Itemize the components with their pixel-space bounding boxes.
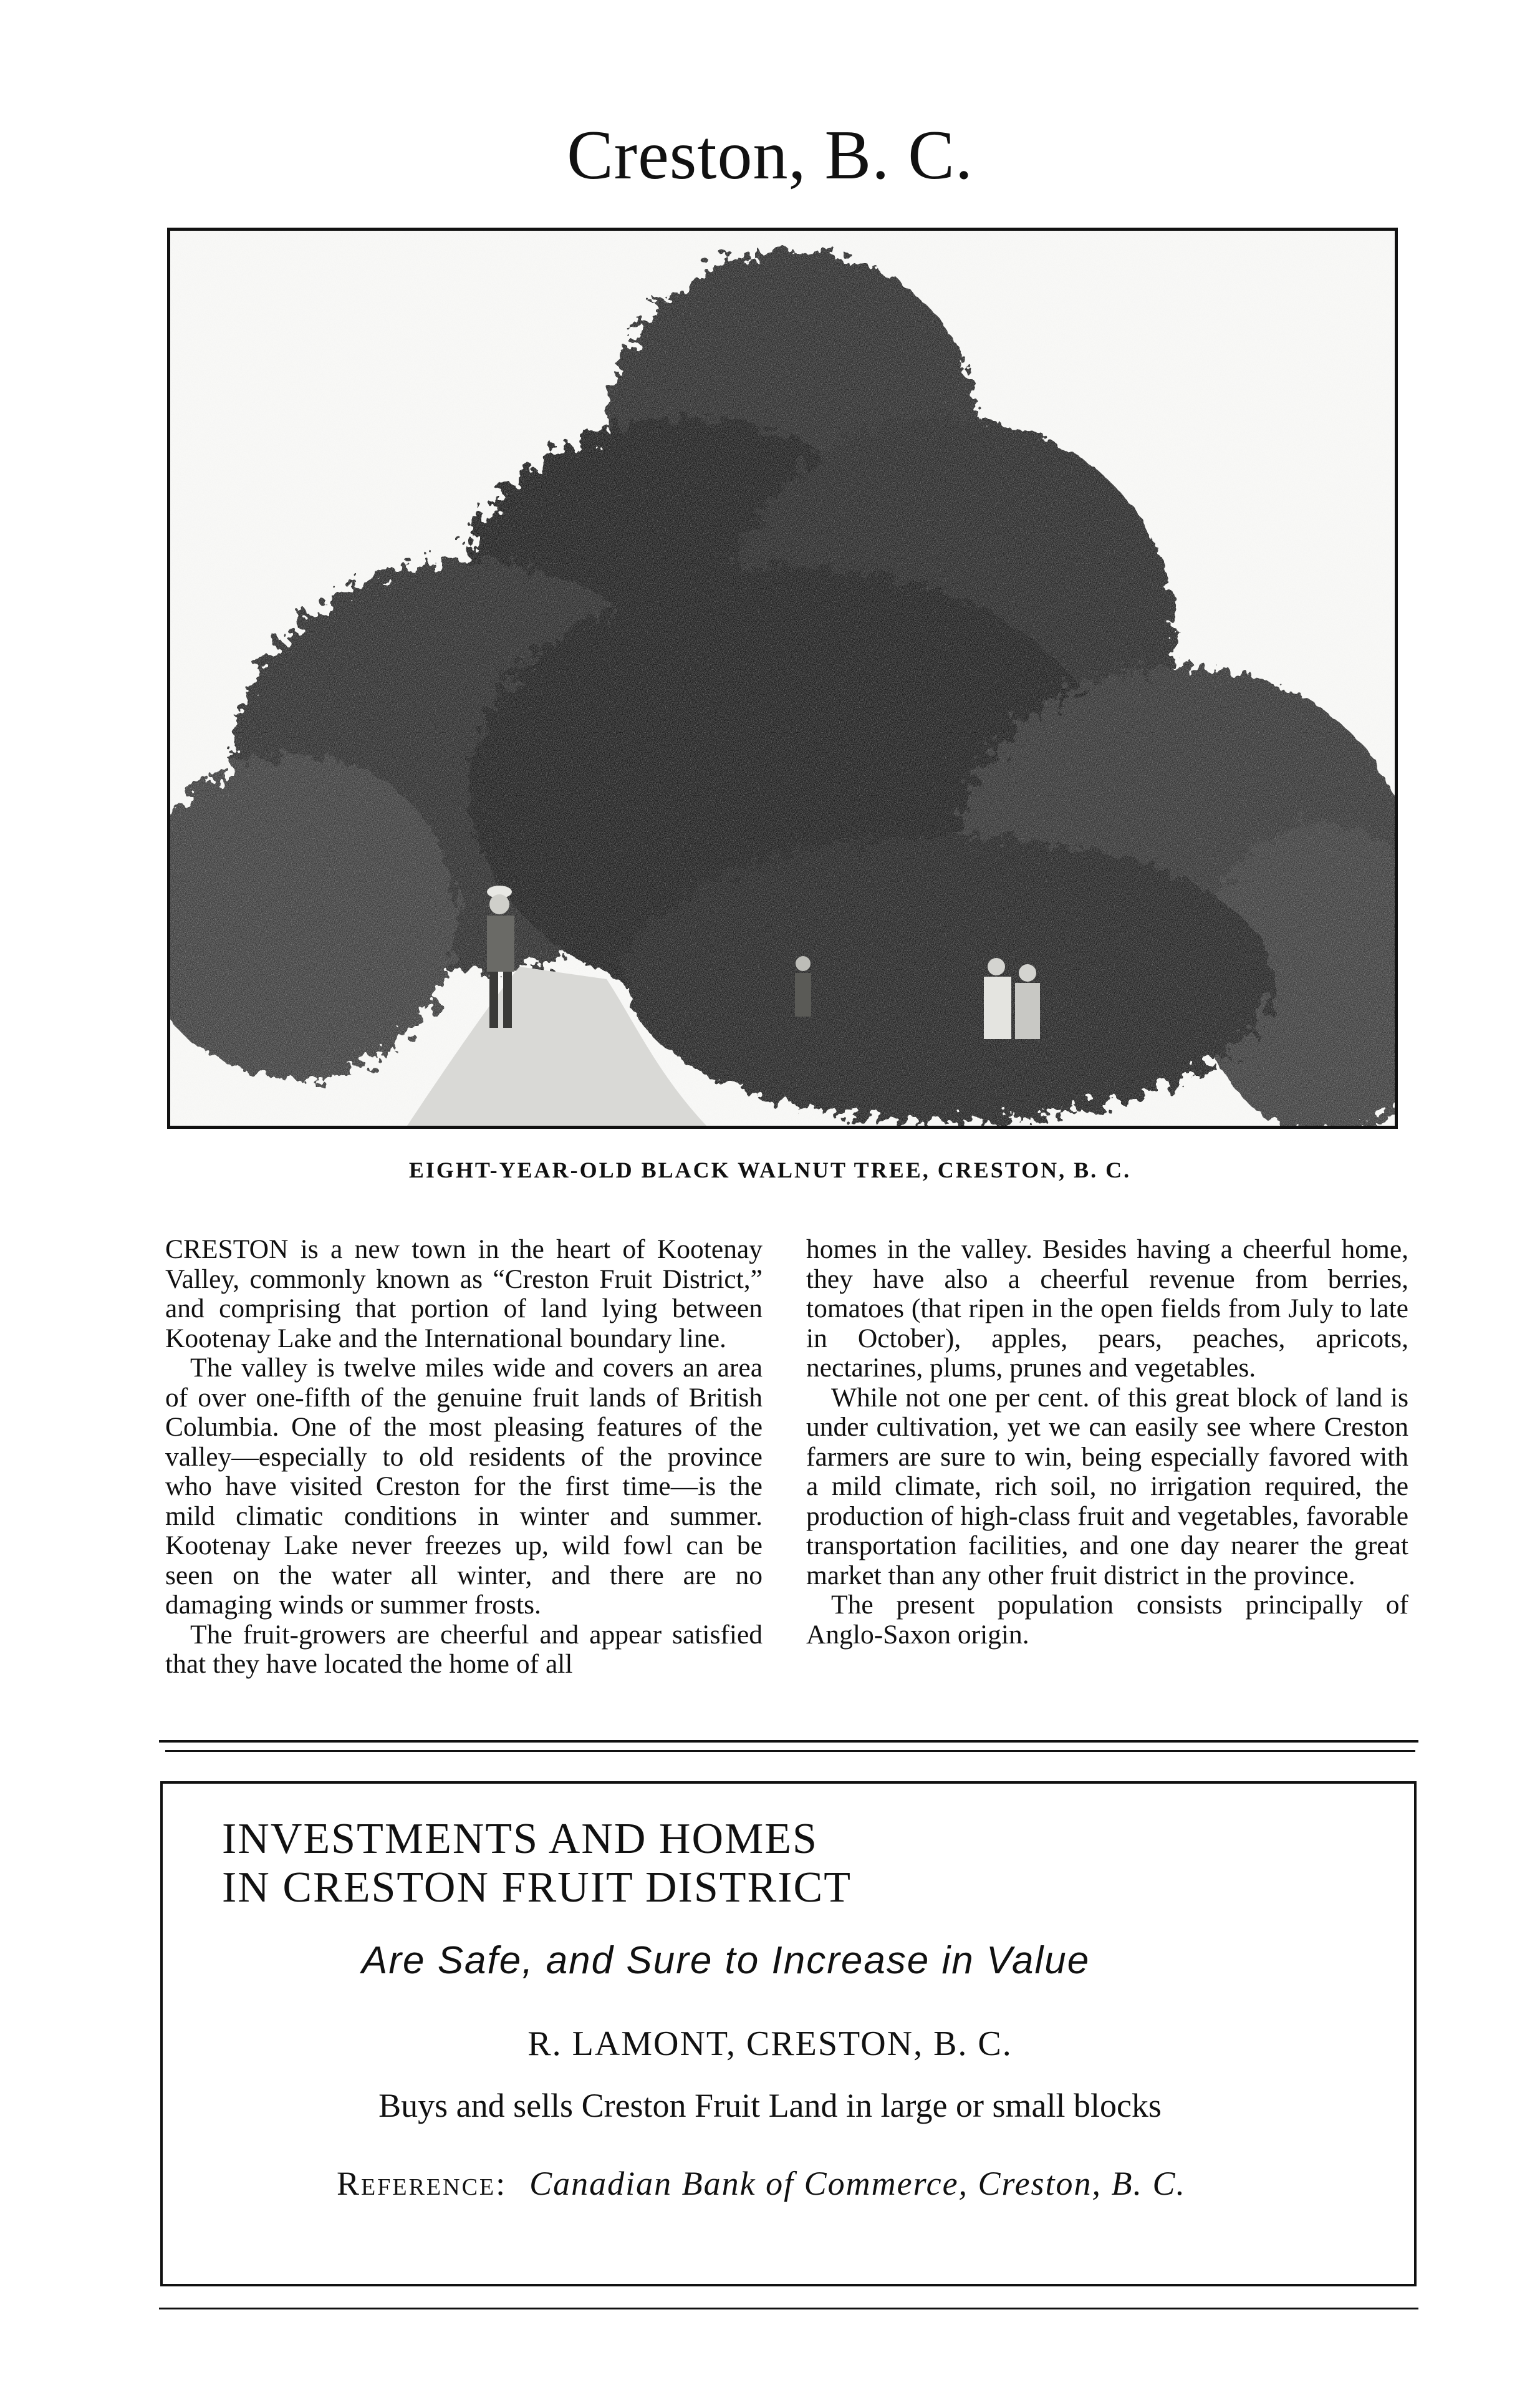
ad-headline-line: IN CRESTON FRUIT DISTRICT: [222, 1864, 852, 1912]
ad-tagline: Are Safe, and Sure to Increase in Value: [362, 1939, 1090, 1982]
reference-value: Canadian Bank of Commerce, Creston, B. C.: [529, 2165, 1186, 2202]
tree-illustration: [170, 231, 1395, 1126]
reference-label: Reference:: [337, 2165, 508, 2202]
ad-description: Buys and sells Creston Fruit Land in large or small blocks: [378, 2087, 1162, 2124]
ad-headline-line: INVESTMENTS AND HOMES: [222, 1815, 818, 1863]
page-title: Creston, B. C.: [567, 117, 973, 194]
figure-child: [795, 956, 811, 1017]
ad-reference: [337, 2164, 1186, 2203]
ad-agent-name: R. LAMONT, CRESTON, B. C.: [527, 2024, 1013, 2063]
photo-caption: EIGHT-YEAR-OLD BLACK WALNUT TREE, CRESTON, B. C.: [408, 1158, 1132, 1182]
bottom-divider: [159, 2308, 1418, 2309]
article-paragraph: The valley is twelve miles wide and covers an area of over one-fifth of the genuine fruit lands of British Columbia. One of the most pleasing features of the valley—especially to old residents of the province who have visited Creston for the first time—is the mild climatic conditions in winter and summer. Kootenay Lake never freezes up, wild fowl can be seen on the water all winter, and there are no damaging winds or summer frosts.: [165, 1353, 763, 1620]
ad-headline: [222, 1815, 852, 1912]
article-paragraph: The present population consists principally of Anglo-Saxon origin.: [806, 1590, 1408, 1650]
section-divider: [159, 1740, 1418, 1743]
article-left-column: [165, 1235, 763, 1680]
article-paragraph: CRESTON is a new town in the heart of Kootenay Valley, commonly known as “Creston Fruit District,” and comprising that portion of land lying between Kootenay Lake and the International boundary line.: [165, 1234, 763, 1353]
article-paragraph: The fruit-growers are cheerful and appear satisfied that they have located the home of all: [165, 1619, 763, 1679]
article-paragraph: homes in the valley. Besides having a cheerful home, they have also a cheerful revenue from berries, tomatoes (that ripen in the open fields from July to late in October), apples, pears, peaches, apricots, nectarines, plums, prunes and vegetables.: [806, 1234, 1408, 1383]
walnut-tree-photo: [167, 228, 1398, 1129]
section-divider: [165, 1750, 1415, 1752]
article-right-column: [806, 1235, 1408, 1650]
article-paragraph: While not one per cent. of this great block of land is under cultivation, yet we can easily see where Creston farmers are sure to win, being especially favored with a mild climate, rich soil, no irrigation required, the production of high-class fruit and vegetables, favorable transportation facilities, and one day nearer the great market than any other fruit district in the province.: [806, 1382, 1408, 1590]
